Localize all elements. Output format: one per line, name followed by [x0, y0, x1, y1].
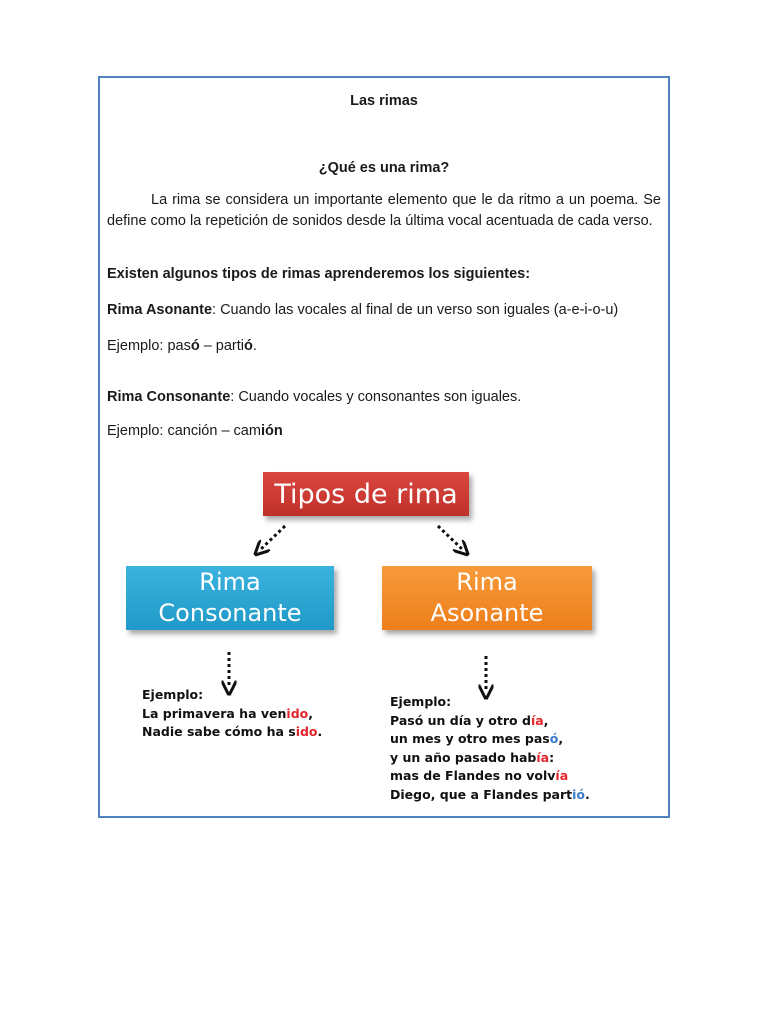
consonante-box-line-1: Rima [199, 568, 261, 596]
consonante-example-block [142, 686, 322, 742]
arrow-to-asonante-icon [438, 526, 463, 550]
diagram-title-box [263, 472, 469, 516]
consonante-box [126, 566, 334, 630]
asonante-example-bold-1: ó [190, 338, 200, 354]
rhyme-types-diagram [120, 460, 650, 810]
consonante-definition [107, 387, 661, 408]
asonante-example-line-2: un mes y otro mes pasó, [390, 731, 564, 746]
asonante-example-block [390, 693, 590, 804]
asonante-box [382, 566, 592, 630]
asonante-example-line-1: Pasó un día y otro día, [390, 712, 549, 728]
asonante-example-line-5: Diego, que a Flandes partió. [390, 786, 590, 802]
consonante-example-line-1: La primavera ha venido, [142, 705, 313, 721]
asonante-box-line-2: Asonante [430, 599, 544, 627]
asonante-example-prefix: Ejemplo: pas [107, 338, 191, 354]
types-heading: Existen algunos tipos de rimas aprenderemos los siguientes: [107, 266, 531, 282]
asonante-example-line-3: y un año pasado había: [390, 749, 555, 765]
question-heading: ¿Qué es una rima? [318, 160, 450, 176]
asonante-example-bold-2: ó [244, 338, 253, 354]
page-title: Las rimas [350, 93, 418, 109]
consonante-example-label: Ejemplo: [142, 687, 204, 702]
asonante-definition-text: : Cuando las vocales al final de un verso son iguales (a-e-i-o-u) [212, 302, 619, 318]
consonante-example-bold: ión [260, 423, 283, 439]
asonante-definition [107, 300, 667, 321]
asonante-example [107, 336, 661, 357]
diagram-title: Tipos de rima [274, 478, 458, 510]
consonante-example-prefix: Ejemplo: canción – cam [107, 423, 261, 439]
consonante-term: Rima Consonante [107, 389, 231, 405]
consonante-example [107, 421, 661, 442]
consonante-definition-text: : Cuando vocales y consonantes son iguales. [230, 389, 522, 405]
consonante-example-line-2: Nadie sabe cómo ha sido. [142, 724, 323, 739]
arrow-to-consonante-icon [260, 526, 285, 550]
intro-paragraph: La rima se considera un importante elemento que le da ritmo a un poema. Se define como la repetición de sonidos desde la última vocal acentuada de cada verso. [107, 192, 661, 229]
consonante-box-line-2: Consonante [158, 599, 302, 627]
asonante-example-label: Ejemplo: [390, 694, 452, 709]
asonante-example-mid: – parti [199, 338, 245, 354]
asonante-example-end: . [252, 338, 257, 354]
asonante-box-line-1: Rima [456, 568, 518, 596]
asonante-example-line-4: mas de Flandes no volvía [390, 768, 569, 783]
asonante-term: Rima Asonante [107, 302, 213, 318]
